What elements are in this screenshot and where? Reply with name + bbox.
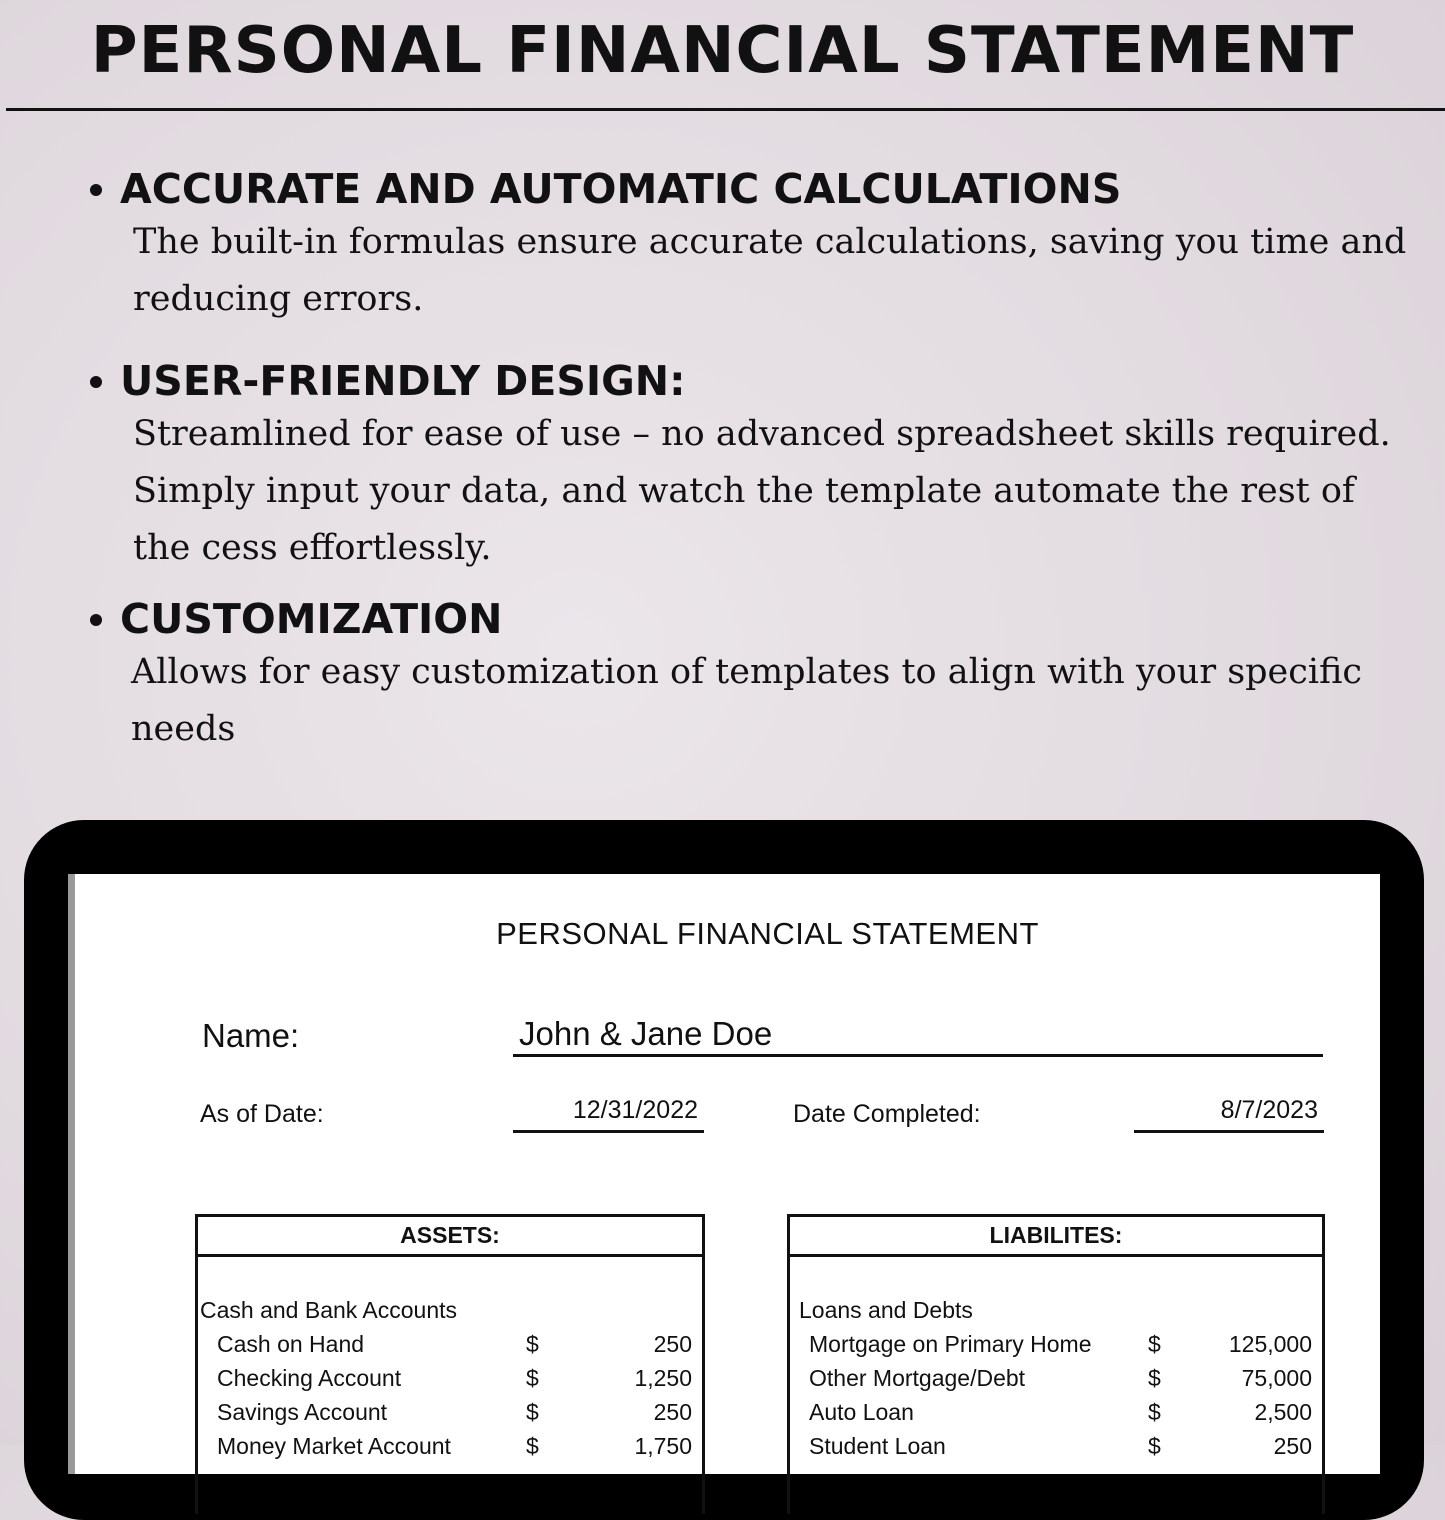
currency-symbol: $	[526, 1433, 539, 1459]
liabilities-table	[787, 1214, 1325, 1514]
table-row	[790, 1361, 1322, 1395]
amount-cell[interactable]: 250	[1273, 1433, 1312, 1459]
assets-table	[195, 1214, 705, 1514]
currency-symbol: $	[1148, 1399, 1161, 1425]
row-label: Mortgage on Primary Home	[809, 1331, 1092, 1357]
feature-description: Streamlined for ease of use – no advanced spreadsheet skills required. Simply input your data, and watch the template automate the rest of the cess effortlessly.	[133, 414, 1391, 568]
row-label: Cash on Hand	[217, 1331, 365, 1357]
currency-symbol: $	[1148, 1365, 1161, 1391]
feature-user-friendly	[88, 356, 1408, 577]
name-label: Name:	[202, 1017, 300, 1054]
table-row	[198, 1327, 702, 1361]
feature-heading-text: CUSTOMIZATION	[120, 595, 503, 643]
feature-calculations	[88, 164, 1408, 328]
assets-group-label: Cash and Bank Accounts	[200, 1297, 457, 1323]
currency-symbol: $	[526, 1331, 539, 1357]
title-divider	[6, 108, 1445, 111]
row-label: Checking Account	[217, 1365, 402, 1391]
feature-description: Allows for easy customization of templates to align with your specific needs	[131, 652, 1363, 749]
feature-heading	[88, 356, 1408, 406]
feature-customization	[88, 594, 1408, 758]
amount-cell[interactable]: 250	[653, 1399, 692, 1425]
row-label: Money Market Account	[217, 1433, 451, 1459]
currency-symbol: $	[1148, 1433, 1161, 1459]
amount-cell[interactable]: 75,000	[1241, 1365, 1312, 1391]
liabilities-header: LIABILITES:	[790, 1217, 1322, 1257]
feature-heading	[88, 594, 1408, 644]
amount-cell[interactable]: 125,000	[1228, 1331, 1312, 1357]
row-label: Other Mortgage/Debt	[809, 1365, 1026, 1391]
table-row	[198, 1429, 702, 1463]
currency-symbol: $	[526, 1365, 539, 1391]
row-label: Savings Account	[217, 1399, 388, 1425]
spreadsheet-screen	[68, 874, 1380, 1474]
amount-cell[interactable]: 1,250	[634, 1365, 692, 1391]
date-completed-label: Date Completed:	[793, 1100, 981, 1128]
bullet-icon	[90, 614, 102, 626]
currency-symbol: $	[1148, 1331, 1161, 1357]
amount-cell[interactable]: 250	[653, 1331, 692, 1357]
bullet-icon	[90, 184, 102, 196]
date-completed-field[interactable]: 8/7/2023	[1134, 1096, 1324, 1133]
table-row	[790, 1395, 1322, 1429]
row-label: Auto Loan	[809, 1399, 914, 1425]
table-row	[198, 1361, 702, 1395]
amount-cell[interactable]: 1,750	[634, 1433, 692, 1459]
amount-cell[interactable]: 2,500	[1254, 1399, 1312, 1425]
table-row	[198, 1395, 702, 1429]
as-of-date-field[interactable]: 12/31/2022	[513, 1096, 704, 1133]
feature-heading	[88, 164, 1408, 214]
as-of-date-label: As of Date:	[200, 1100, 324, 1128]
table-row	[790, 1327, 1322, 1361]
liabilities-group-label: Loans and Debts	[799, 1297, 973, 1323]
row-label: Student Loan	[809, 1433, 946, 1459]
feature-heading-text: USER-FRIENDLY DESIGN:	[120, 357, 686, 405]
page-title: PERSONAL FINANCIAL STATEMENT	[90, 14, 1355, 88]
currency-symbol: $	[526, 1399, 539, 1425]
assets-header: ASSETS:	[198, 1217, 702, 1257]
table-row	[790, 1429, 1322, 1463]
sheet-title: PERSONAL FINANCIAL STATEMENT	[496, 916, 1039, 951]
name-field[interactable]: John & Jane Doe	[513, 1015, 1323, 1057]
feature-heading-text: ACCURATE AND AUTOMATIC CALCULATIONS	[120, 165, 1122, 213]
feature-description: The built-in formulas ensure accurate calculations, saving you time and reducing errors.	[133, 222, 1407, 319]
bullet-icon	[90, 376, 102, 388]
